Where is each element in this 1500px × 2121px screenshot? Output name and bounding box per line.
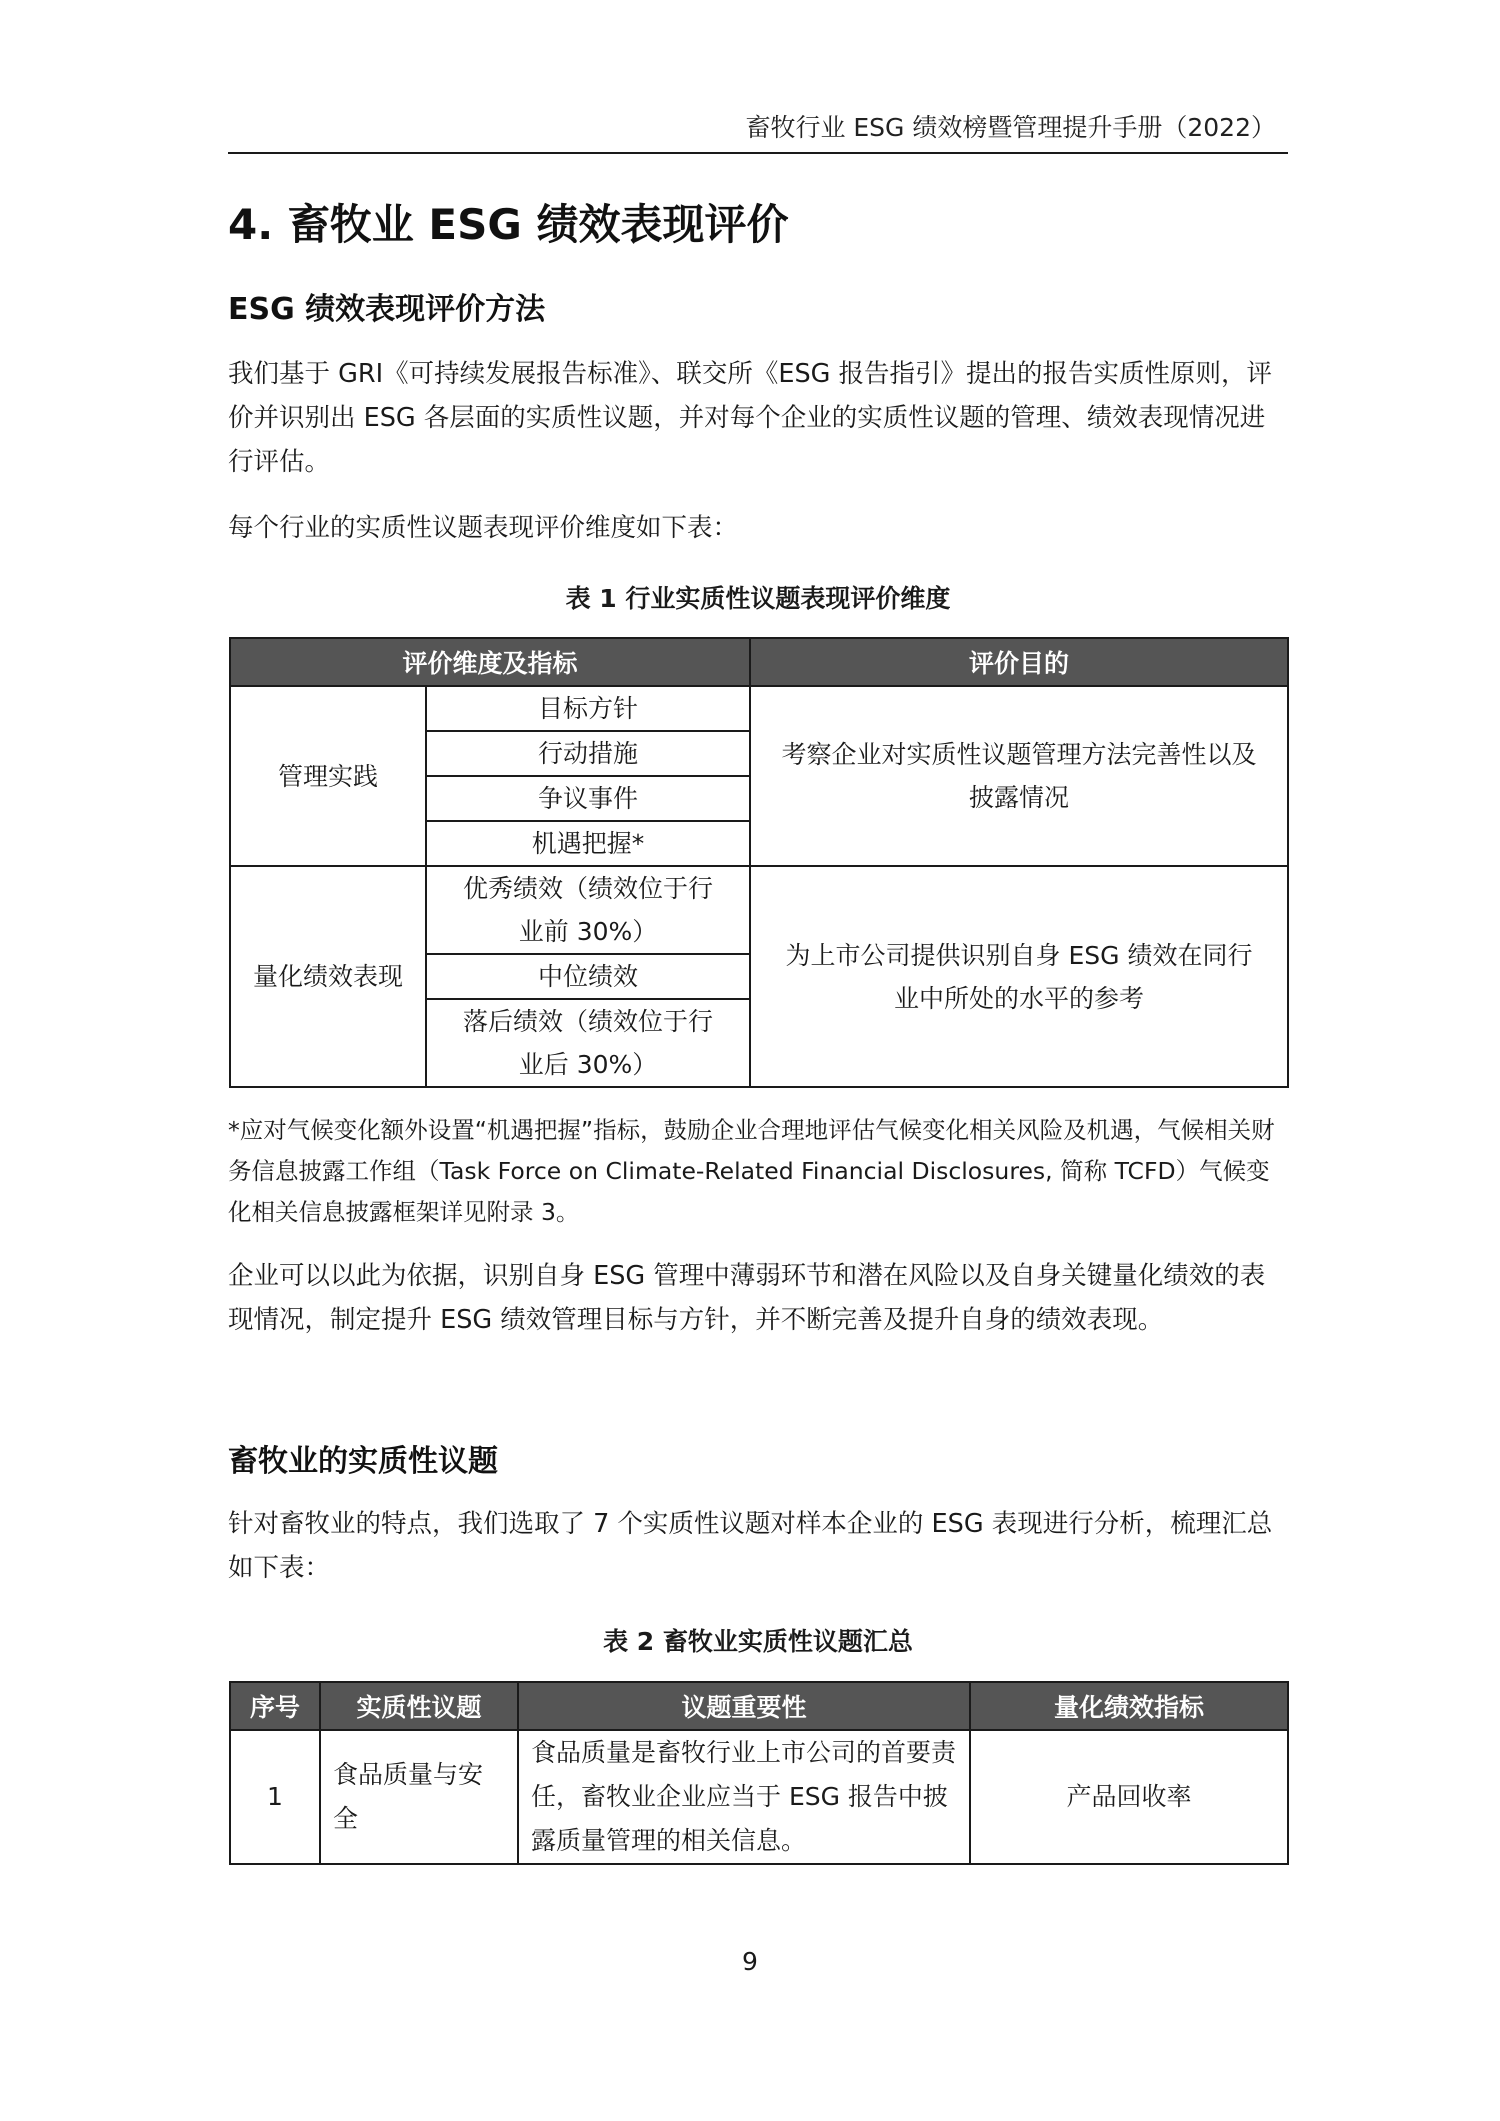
method-paragraph: 我们基于 GRI《可持续发展报告标准》、联交所《ESG 报告指引》提出的报告实质性原则，评价并识别出 ESG 各层面的实质性议题，并对每个企业的实质性议题的管理、绩效表现情况进行评估。: [228, 359, 1273, 477]
table2-header-no: 序号: [230, 1682, 320, 1730]
dimension-cell: 量化绩效表现: [230, 866, 426, 1087]
table1-header-dimension: 评价维度及指标: [230, 638, 750, 686]
indicator-cell: 中位绩效: [426, 954, 750, 999]
material-paragraph: 针对畜牧业的特点，我们选取了 7 个实质性议题对样本企业的 ESG 表现进行分析，梳理汇总如下表：: [228, 1509, 1273, 1583]
indicator-cell: 机遇把握*: [426, 821, 750, 866]
table-row: [230, 866, 1288, 954]
table2-caption: 表 2 畜牧业实质性议题汇总: [603, 1627, 913, 1656]
purpose-cell: 为上市公司提供识别自身 ESG 绩效在同行业中所处的水平的参考: [750, 866, 1288, 1087]
table1-caption: 表 1 行业实质性议题表现评价维度: [565, 584, 951, 613]
table1-header-purpose: 评价目的: [750, 638, 1288, 686]
table2-material-topics: [229, 1681, 1289, 1865]
section-title: 4. 畜牧业 ESG 绩效表现评价: [228, 200, 789, 249]
footnote: *应对气候变化额外设置“机遇把握”指标，鼓励企业合理地评估气候变化相关风险及机遇，气候相关财务信息披露工作组（Task Force on Climate-Related Financial Disclosures, 简称 TCFD）气候变化相关信息披露框架详见附录 3。: [228, 1116, 1275, 1226]
indicator-cell: 行动措施: [426, 731, 750, 776]
row-metric: 产品回收率: [970, 1730, 1288, 1864]
table2-header-topic: 实质性议题: [320, 1682, 518, 1730]
row-topic: 食品质量与安全: [320, 1730, 518, 1864]
method-paragraph-2: 每个行业的实质性议题表现评价维度如下表：: [228, 513, 739, 543]
material-heading: 畜牧业的实质性议题: [228, 1444, 498, 1479]
method-heading: ESG 绩效表现评价方法: [228, 292, 546, 327]
purpose-cell: 考察企业对实质性议题管理方法完善性以及披露情况: [750, 686, 1288, 866]
indicator-cell: 目标方针: [426, 686, 750, 731]
running-header: [228, 100, 1288, 154]
indicator-cell: 落后绩效（绩效位于行业后 30%）: [426, 999, 750, 1087]
header-title: 畜牧行业 ESG 绩效榜暨管理提升手册（2022）: [745, 113, 1276, 142]
table2-header-importance: 议题重要性: [518, 1682, 970, 1730]
indicator-cell: 争议事件: [426, 776, 750, 821]
dimension-cell: 管理实践: [230, 686, 426, 866]
table-row: [230, 1730, 1288, 1864]
indicator-cell: 优秀绩效（绩效位于行业前 30%）: [426, 866, 750, 954]
page-number: 9: [742, 1947, 758, 1976]
table-row: [230, 686, 1288, 731]
table2-header-metric: 量化绩效指标: [970, 1682, 1288, 1730]
row-importance: 食品质量是畜牧行业上市公司的首要责任，畜牧业企业应当于 ESG 报告中披露质量管理的相关信息。: [518, 1730, 970, 1864]
row-number: 1: [230, 1730, 320, 1864]
table1-evaluation-dimensions: [229, 637, 1289, 1088]
body-paragraph: 企业可以以此为依据，识别自身 ESG 管理中薄弱环节和潜在风险以及自身关键量化绩效的表现情况，制定提升 ESG 绩效管理目标与方针，并不断完善及提升自身的绩效表现。: [228, 1261, 1266, 1335]
